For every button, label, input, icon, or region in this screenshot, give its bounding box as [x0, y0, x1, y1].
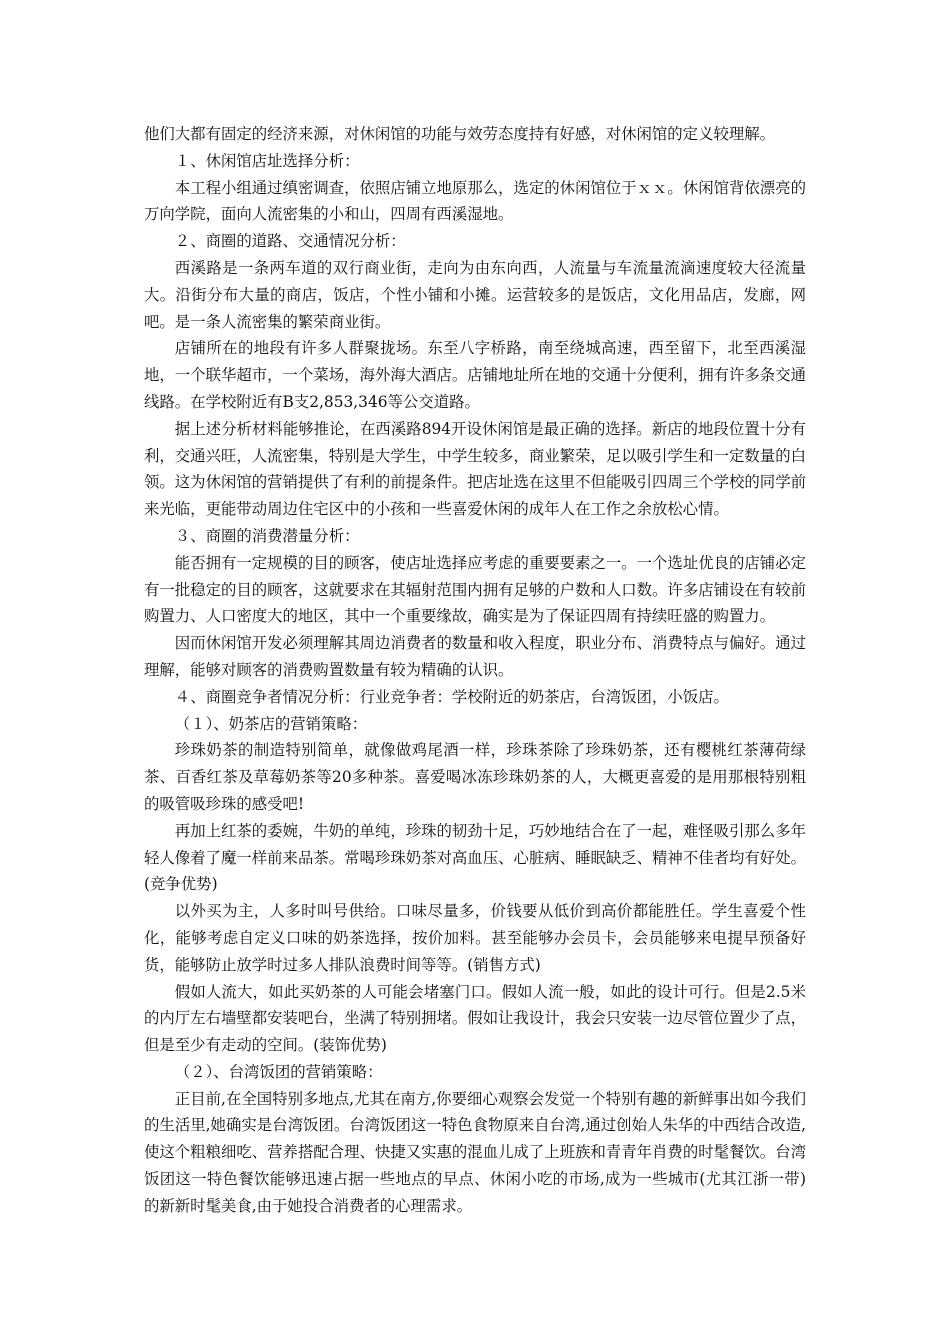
- document-page: [144, 121, 806, 1220]
- section-heading-competitors: ４、商圈竞争者情况分析：行业竞争者：学校附近的奶茶店，台湾饭团，小饭店。: [174, 687, 729, 706]
- paragraph-xixi-road: 西溪路是一条两车道的双行商业街，走向为由东向西，人流量与车流量流滴速度较大径流量大。沿街分布大量的商店，饭店，个性小铺和小摊。运营较多的是饭店，文化用品店，发廊，网吧。是一条人流密集的繁荣商业街。: [144, 258, 806, 331]
- section-heading-consumption: ３、商圈的消费潜量分析：: [174, 526, 360, 545]
- paragraph-store-location: 店铺所在的地段有许多人群聚拢场。东至八字桥路，南至绕城高速，西至留下，北至西溪湿地，一个联华超市，一个菜场，海外海大酒店。店铺地址所在地的交通十分便利，拥有许多条交通线路。在学校附近有B支2,853,346等公交道路。: [144, 339, 806, 411]
- paragraph-sales-method: 以外买为主，人多时叫号供给。口味尽量多，价钱要从低价到高价都能胜任。学生喜爱个性化，能够考虑自定义口味的奶茶选择，按价加料。甚至能够办会员卡，会员能够来电提早预备好货，能够防止放学时过多人排队浪费时间等等。(销售方式): [144, 902, 806, 974]
- paragraph-pearl-milk-tea: 珍珠奶茶的制造特别简单，就像做鸡尾酒一样，珍珠茶除了珍珠奶茶，还有樱桃红茶薄荷绿茶、百香红茶及草莓奶茶等20多种茶。喜爱喝冰冻珍珠奶茶的人，大概更喜爱的是用那根特别粗的吸管吸珍珠的感受吧!: [144, 741, 806, 813]
- paragraph-conclusion: 据上述分析材料能够推论，在西溪路894开设休闲馆是最正确的选择。新店的地段位置十分有利，交通兴旺，人流密集，特别是大学生，中学生较多，商业繁荣，足以吸引学生和一定数量的白领。这为休闲馆的营销提供了有利的前提条件。把店址选在这里不但能吸引四周三个学校的同学前来光临，更能带动周边住宅区中的小孩和一些喜爱休闲的成年人在工作之余放松心情。: [144, 419, 806, 519]
- section-heading-traffic: ２、商圈的道路、交通情况分析：: [174, 232, 406, 251]
- subsection-heading-taiwan-rice-ball: （２）、台湾饭团的营销策略：: [174, 1062, 383, 1081]
- paragraph-intro-continuation: 他们大都有固定的经济来源，对休闲馆的功能与效劳态度持有好感，对休闲馆的定义较理解。: [144, 125, 776, 143]
- section-heading-site-selection: １、休闲馆店址选择分析：: [174, 151, 360, 170]
- paragraph-site-selection: 本工程小组通过缜密调查，依照店铺立地原那么，选定的休闲馆位于ｘｘ。休闲馆背依漂亮的万向学院，面向人流密集的小和山，四周有西溪湿地。: [144, 178, 806, 224]
- paragraph-decoration: 假如人流大，如此买奶茶的人可能会堵塞门口。假如人流一般，如此的设计可行。但是2.5米的内厅左右墙壁都安装吧台，坐满了特别拥堵。假如让我设计，我会只安装一边尽管位置少了点，但是至少有走动的空间。(装饰优势): [144, 982, 806, 1055]
- paragraph-target-customers: 能否拥有一定规模的目的顾客，使店址选择应考虑的重要要素之一。一个选址优良的店铺必定有一批稳定的目的顾客，这就要求在其辐射范围内拥有足够的户数和人口数。许多店铺设在有较前购置力、人口密度大的地区，其中一个重要缘故，确实是为了保证四周有持续旺盛的购置力。: [144, 553, 806, 626]
- paragraph-taiwan-rice-ball: 正目前,在全国特别多地点,尤其在南方,你要细心观察会发觉一个特别有趣的新鲜事出如今我们的生活里,她确实是台湾饭团。台湾饭团这一特色食物原来自台湾,通过创始人朱华的中西结合改造,使这个粗粮细吃、营养搭配合理、快捷又实惠的混血儿成了上班族和青青年肖费的时髦餐饮。台湾饭团这一特色餐饮能够迅速占据一些地点的早点、休闲小吃的市场,成为一些城市(尤其江浙一带)的新新时髦美食,由于她投合消费者的心理需求。: [144, 1089, 806, 1215]
- paragraph-consumer-understanding: 因而休闲馆开发必须理解其周边消费者的数量和收入程度，职业分布、消费特点与偏好。通过理解，能够对顾客的消费购置数量有较为精确的认识。: [144, 634, 806, 679]
- subsection-heading-milk-tea: （１）、奶茶店的营销策略：: [174, 714, 368, 733]
- paragraph-competitive-advantage: 再加上红茶的委婉，牛奶的单纯，珍珠的韧劲十足，巧妙地结合在了一起，难怪吸引那么多年轻人像着了魔一样前来品茶。常喝珍珠奶茶对高血压、心脏病、睡眠缺乏、精神不佳者均有好处。(竞争优势): [144, 821, 806, 894]
